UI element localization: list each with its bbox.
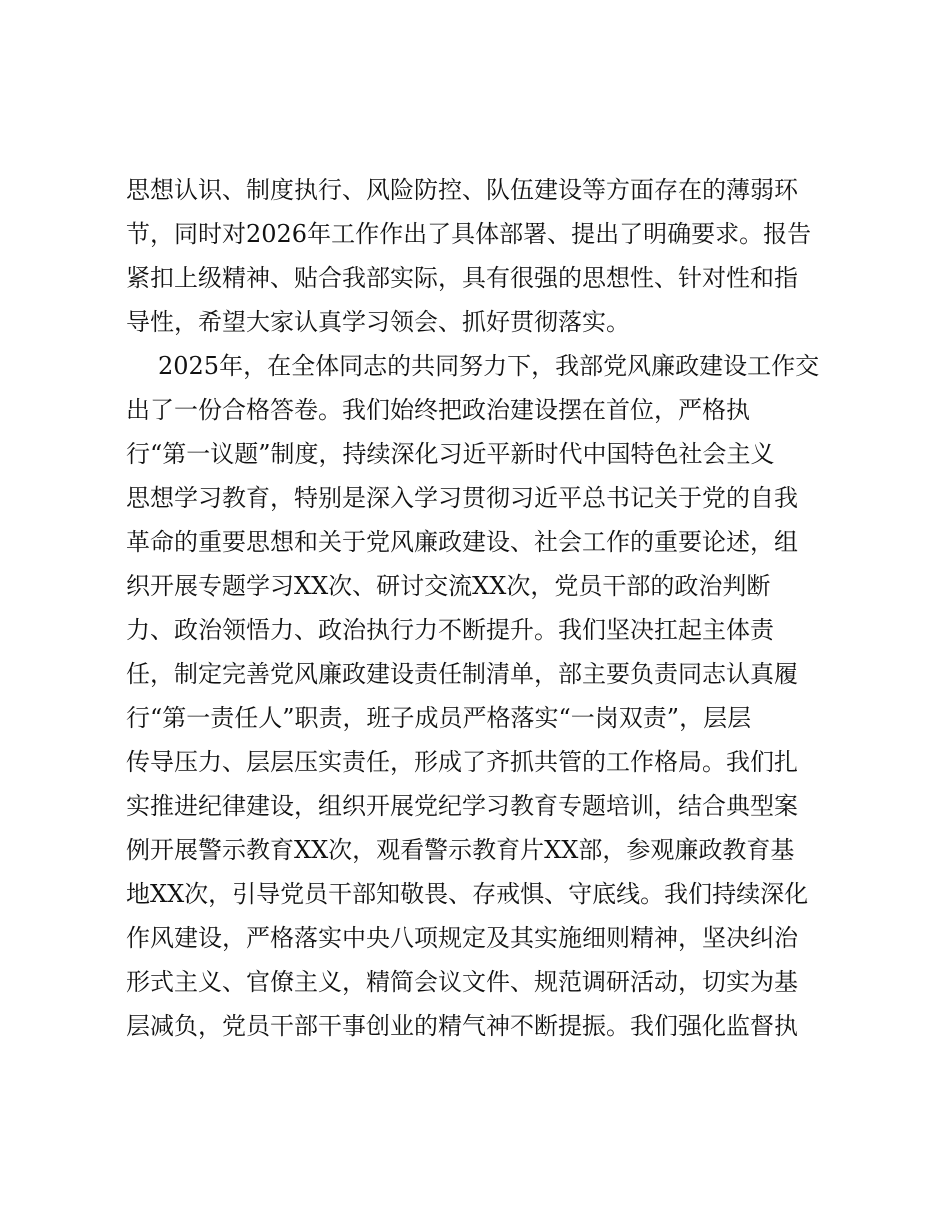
text-line-4: 导性，希望大家认真学习领会、抓好贯彻落实。 <box>126 308 630 336</box>
text-line-9: 革命的重要思想和关于党风廉政建设、社会工作的重要论述，组 <box>126 528 798 556</box>
text-line-10: 织开展专题学习XX次、研讨交流XX次，党员干部的政治判断 <box>126 572 771 600</box>
paragraph-first-line: 2025年，在全体同志的共同努力下，我部党风廉政建设工作交 <box>158 352 820 380</box>
text-line-13: 行“第一责任人”职责，班子成员严格落实“一岗双责”，层层 <box>126 704 752 732</box>
text-line-16: 例开展警示教育XX次，观看警示教育片XX部，参观廉政教育基 <box>126 836 795 864</box>
text-line-14: 传导压力、层层压实责任，形成了齐抓共管的工作格局。我们扎 <box>126 748 798 776</box>
text-line-20: 层减负，党员干部干事创业的精气神不断提振。我们强化监督执 <box>126 1012 798 1040</box>
text-line-3: 紧扣上级精神、贴合我部实际，具有很强的思想性、针对性和指 <box>126 264 798 292</box>
text-line-6: 出了一份合格答卷。我们始终把政治建设摆在首位，严格执 <box>126 396 750 424</box>
text-line-12: 任，制定完善党风廉政建设责任制清单，部主要负责同志认真履 <box>126 660 798 688</box>
text-line-17: 地XX次，引导党员干部知敬畏、存戒惧、守底线。我们持续深化 <box>126 880 809 908</box>
text-line-11: 力、政治领悟力、政治执行力不断提升。我们坚决扛起主体责 <box>126 616 774 644</box>
text-line-15: 实推进纪律建设，组织开展党纪学习教育专题培训，结合典型案 <box>126 792 798 820</box>
text-line-19: 形式主义、官僚主义，精简会议文件、规范调研活动，切实为基 <box>126 968 798 996</box>
text-line-7: 行“第一议题”制度，持续深化习近平新时代中国特色社会主义 <box>126 440 775 468</box>
text-line-18: 作风建设，严格落实中央八项规定及其实施细则精神，坚决纠治 <box>126 924 798 952</box>
text-line-8: 思想学习教育，特别是深入学习贯彻习近平总书记关于党的自我 <box>126 484 798 512</box>
text-line-2: 节，同时对2026年工作作出了具体部署、提出了明确要求。报告 <box>126 220 812 248</box>
text-line-1: 思想认识、制度执行、风险防控、队伍建设等方面存在的薄弱环 <box>126 176 798 204</box>
